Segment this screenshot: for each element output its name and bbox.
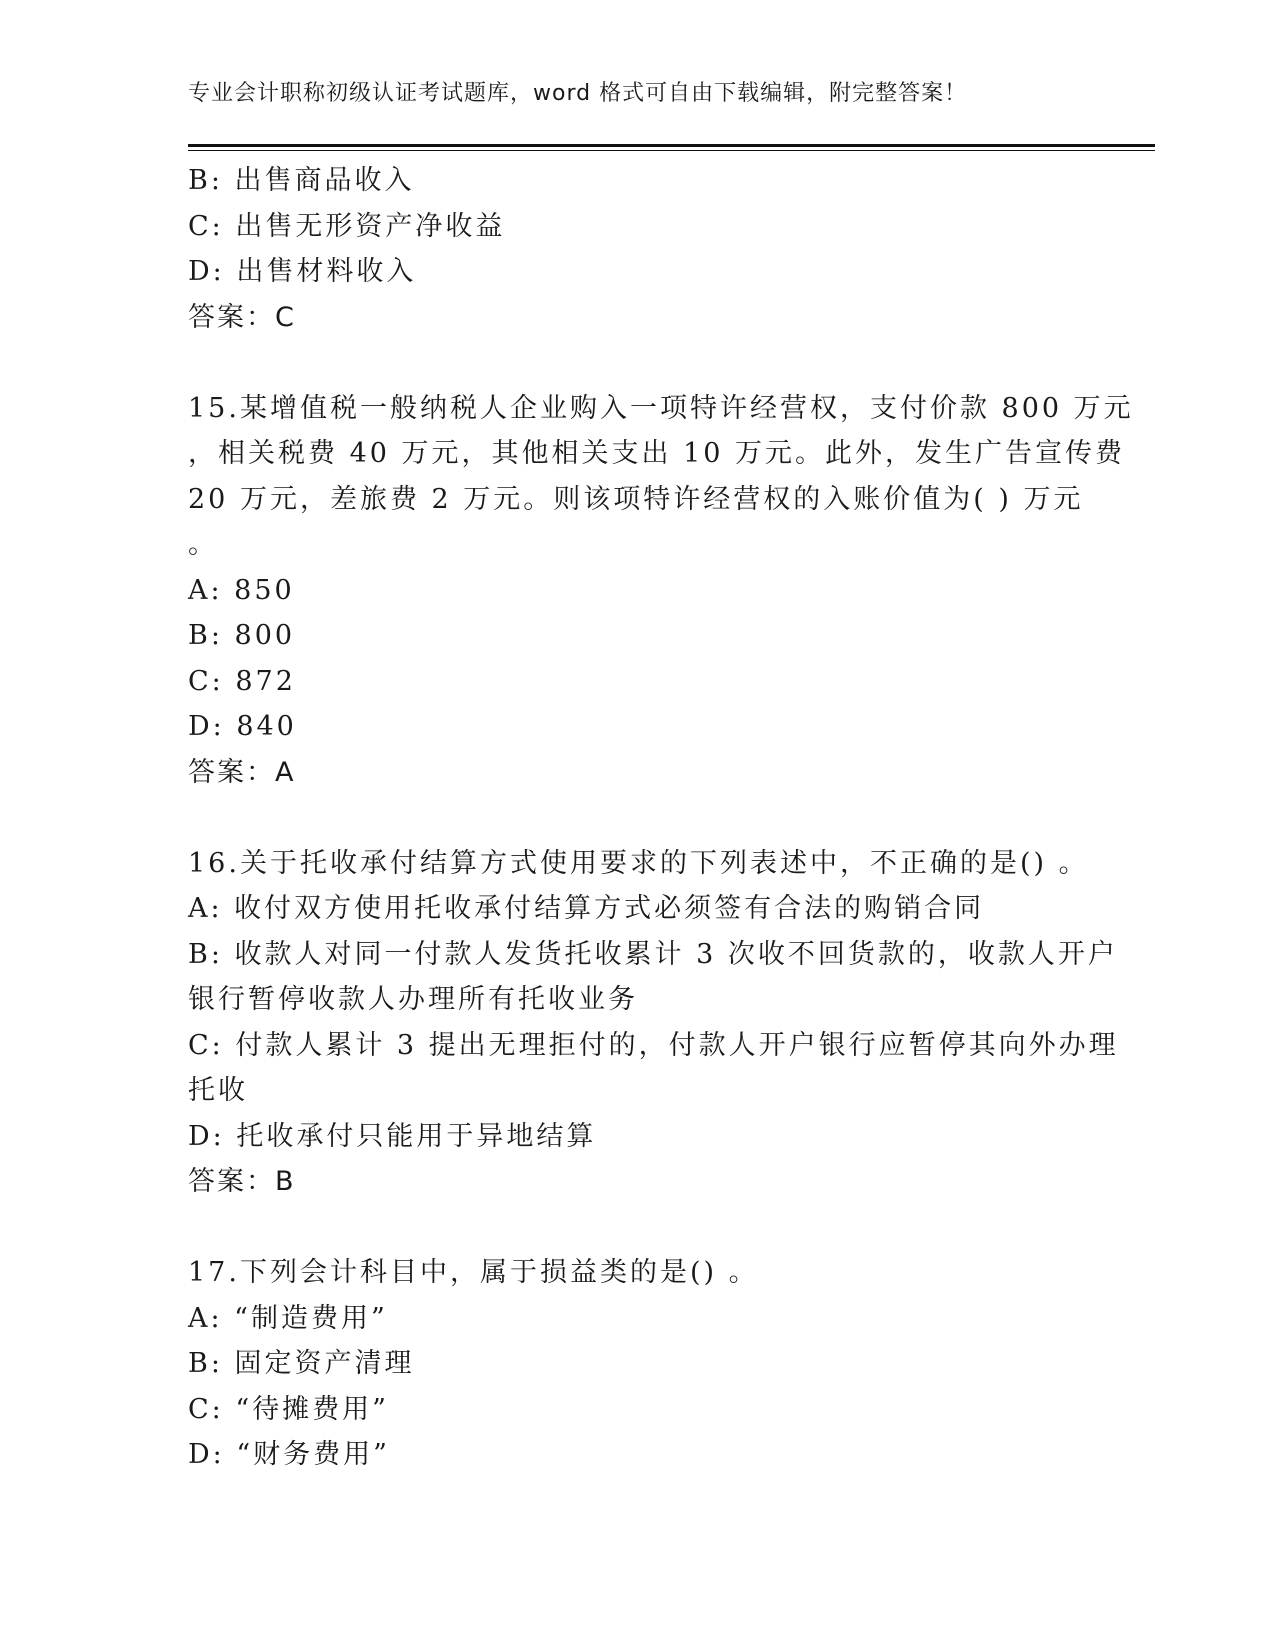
option-line: A: 850 xyxy=(188,574,295,606)
question-gap xyxy=(188,340,1088,386)
question-stem-line: ，相关税费 40 万元，其他相关支出 10 万元。此外，发生广告宣传费 xyxy=(188,438,1126,469)
option-line: C: “待摊费用” xyxy=(188,1393,389,1425)
question-17 xyxy=(188,1250,1088,1478)
prev-question xyxy=(188,158,1088,340)
header-rule-thin xyxy=(188,150,1155,151)
question-stem-line: 16.关于托收承付结算方式使用要求的下列表述中，不正确的是() 。 xyxy=(188,847,1089,879)
question-stem-line: 。 xyxy=(188,529,218,560)
option-line: A: “制造费用” xyxy=(188,1302,388,1334)
answer-line: 答案：C xyxy=(188,301,296,333)
question-gap xyxy=(188,795,1088,841)
question-16 xyxy=(188,841,1119,1205)
question-stem-line: 17.下列会计科目中，属于损益类的是() 。 xyxy=(188,1257,759,1288)
option-line: B: 收款人对同一付款人发货托收累计 3 次收不回货款的，收款人开户 xyxy=(188,938,1118,970)
option-line: 托收 xyxy=(188,1075,248,1106)
option-line: C: 872 xyxy=(188,665,296,697)
question-15 xyxy=(188,386,1134,796)
answer-line: 答案：A xyxy=(188,756,296,788)
option-line: B: 800 xyxy=(188,620,296,651)
option-line: C: 付款人累计 3 提出无理拒付的，付款人开户银行应暂停其向外办理 xyxy=(188,1029,1119,1061)
answer-line: 答案：B xyxy=(188,1166,296,1197)
option-line: B: 出售商品收入 xyxy=(188,165,415,196)
option-line: A: 收付双方使用托收承付结算方式必须签有合法的购销合同 xyxy=(188,893,985,924)
option-line: D: 840 xyxy=(188,711,297,742)
option-line: B: 固定资产清理 xyxy=(188,1348,415,1379)
option-line: D: 托收承付只能用于异地结算 xyxy=(188,1120,597,1152)
page-header: 专业会计职称初级认证考试题库，word 格式可自由下载编辑，附完整答案！ xyxy=(188,81,968,106)
option-line: D: “财务费用” xyxy=(188,1439,390,1470)
question-gap xyxy=(188,1205,1088,1251)
option-line: 银行暂停收款人办理所有托收业务 xyxy=(188,984,638,1015)
option-line: C: 出售无形资产净收益 xyxy=(188,210,506,242)
question-content xyxy=(188,158,1134,1478)
header-rule-thick xyxy=(188,144,1155,147)
question-stem-line: 20 万元，差旅费 2 万元。则该项特许经营权的入账价值为( ) 万元 xyxy=(188,483,1084,515)
option-line: D: 出售材料收入 xyxy=(188,256,417,287)
question-stem-line: 15.某增值税一般纳税人企业购入一项特许经营权，支付价款 800 万元 xyxy=(188,392,1134,424)
